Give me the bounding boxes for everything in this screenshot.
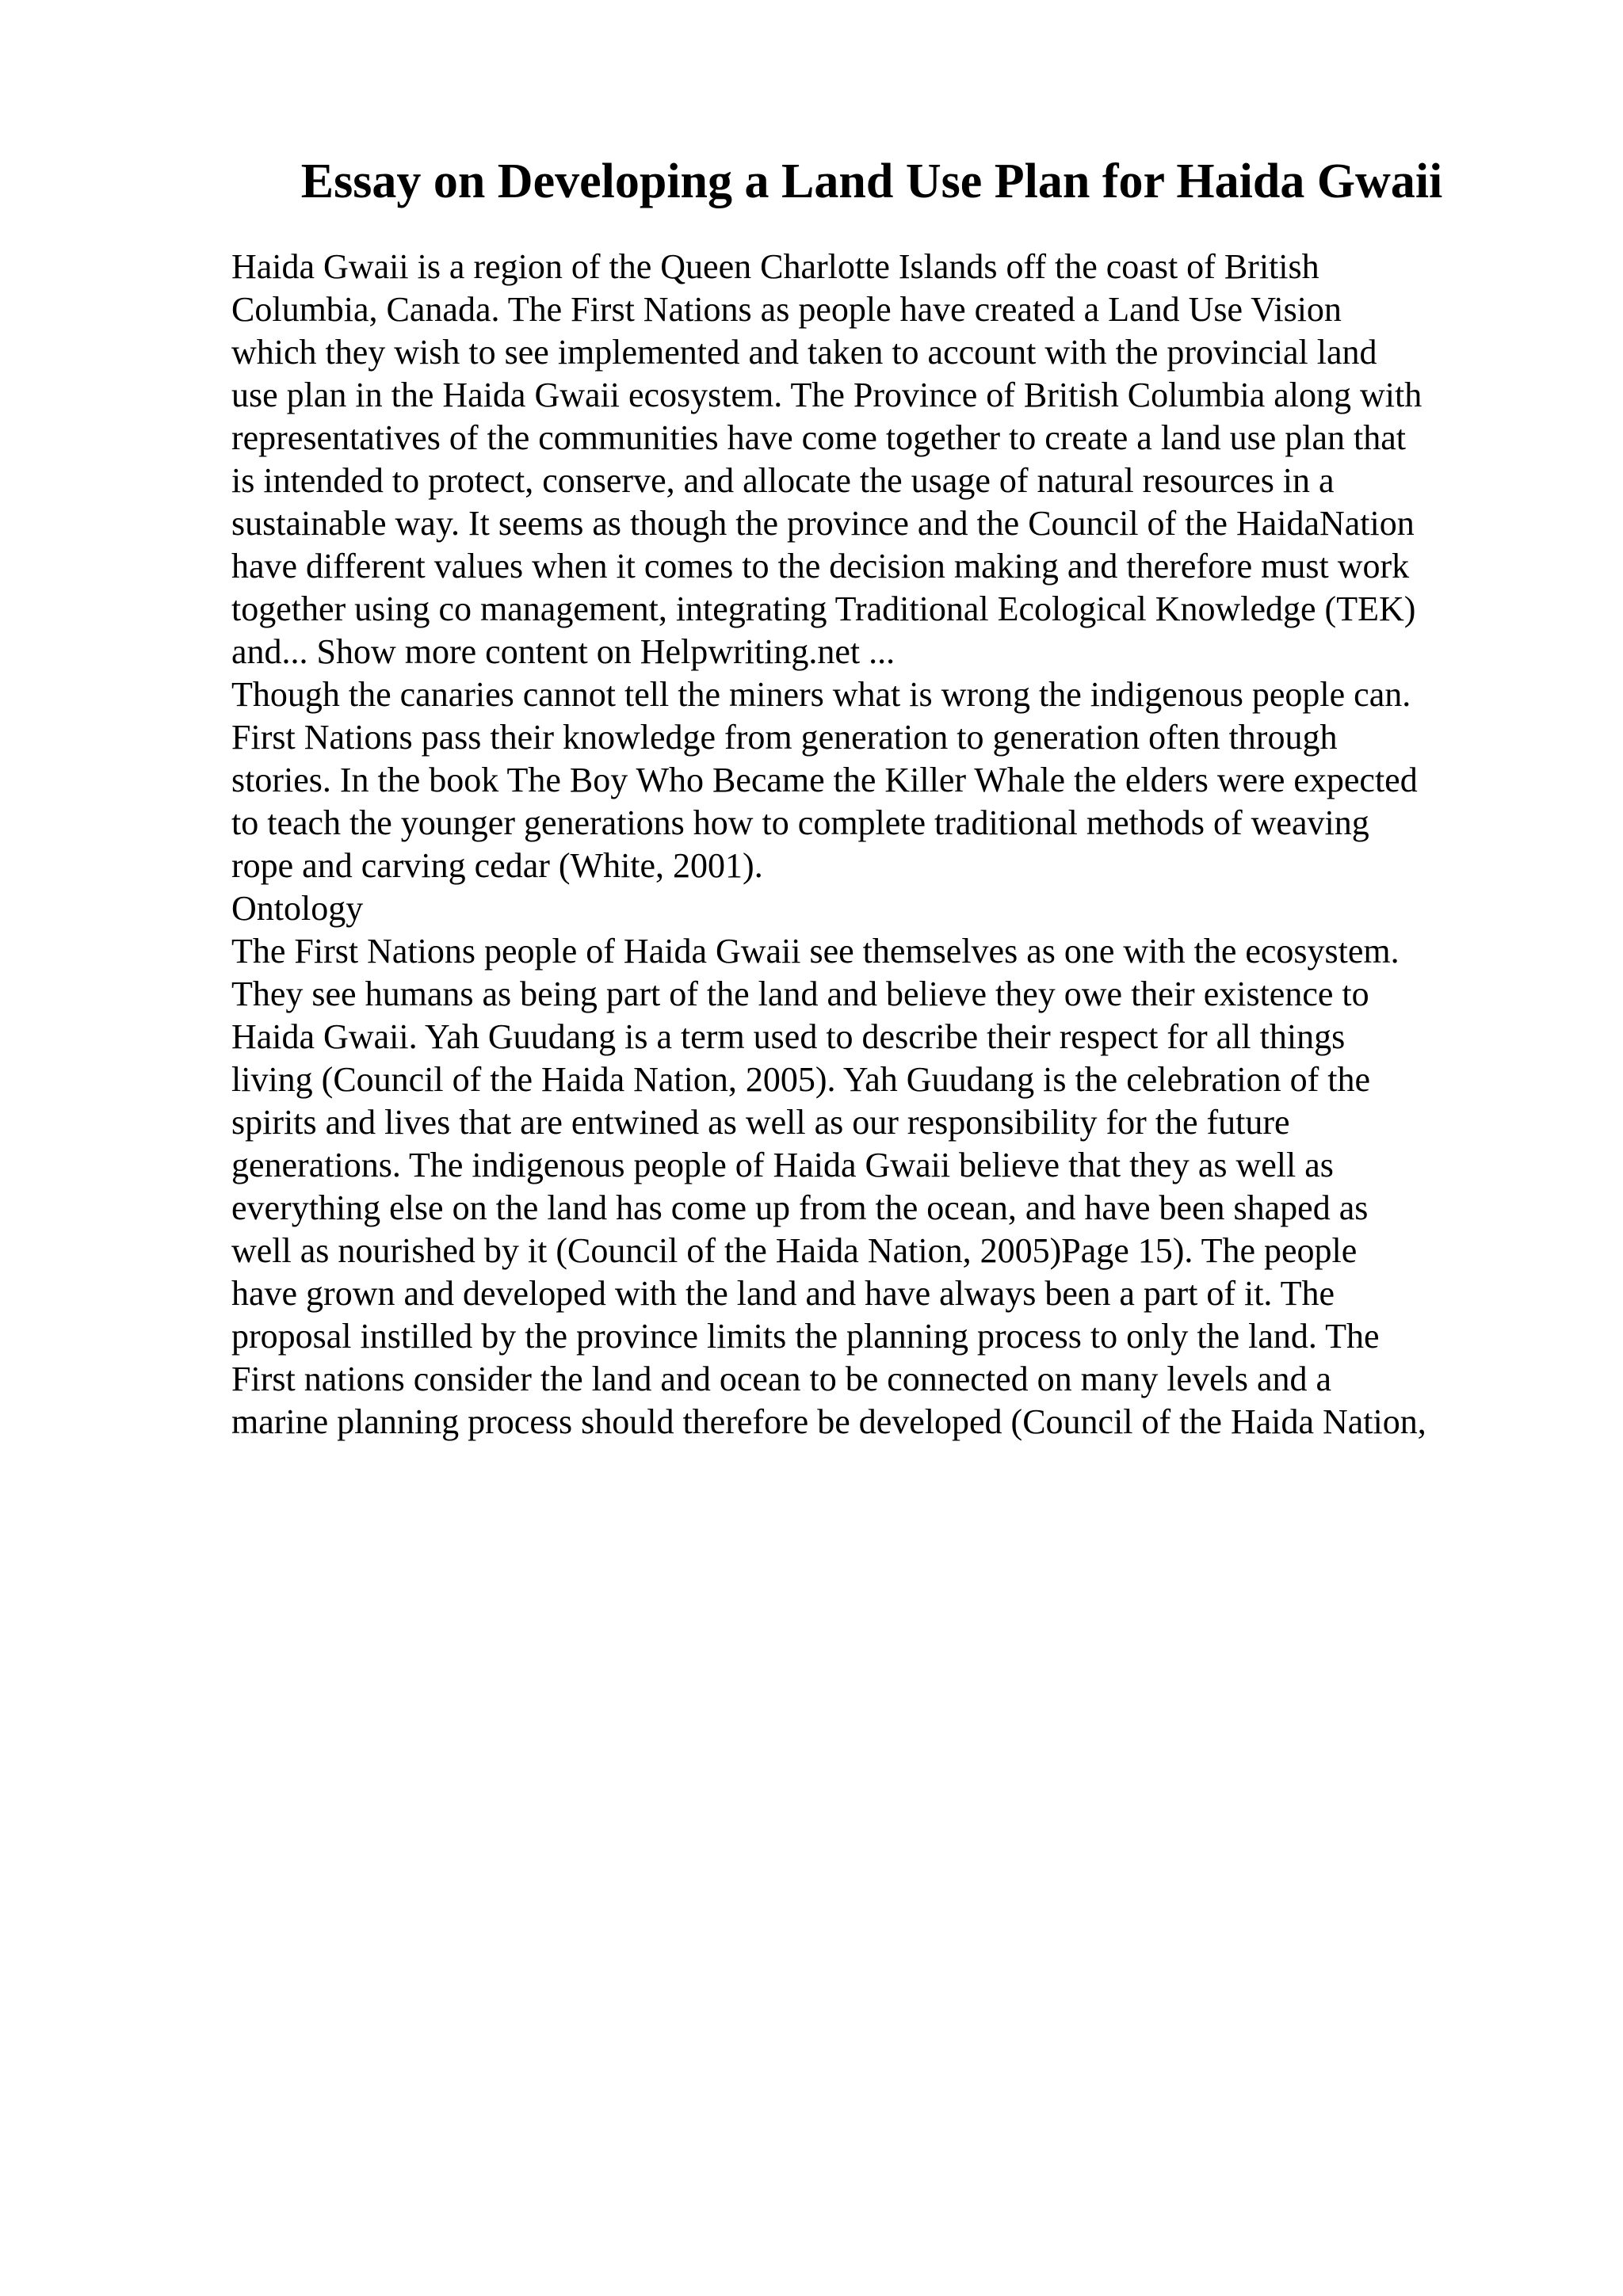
body-line: spirits and lives that are entwined as well as our responsibility for the future [231,1103,1290,1142]
body-line: to teach the younger generations how to complete traditional methods of weaving [231,803,1369,842]
body-line: everything else on the land has come up from the ocean, and have been shaped as [231,1188,1369,1227]
body-line: Though the canaries cannot tell the miners what is wrong the indigenous people can. [231,675,1411,714]
body-line: First nations consider the land and ocean to be connected on many levels and a [231,1360,1332,1398]
section-heading-ontology: Ontology [231,889,364,928]
body-line: which they wish to see implemented and taken to account with the provincial land [231,333,1377,372]
body-line: sustainable way. It seems as though the province and the Council of the HaidaNation [231,504,1415,543]
body-line: rope and carving cedar (White, 2001). [231,846,763,885]
body-line: have different values when it comes to the decision making and therefore must work [231,547,1410,585]
body-line: Haida Gwaii. Yah Guudang is a term used to describe their respect for all things [231,1017,1346,1056]
body-line: representatives of the communities have come together to create a land use plan that [231,418,1406,457]
body-line: generations. The indigenous people of Haida Gwaii believe that they as well as [231,1146,1334,1184]
body-line: proposal instilled by the province limits the planning process to only the land. The [231,1317,1380,1356]
body-line: well as nourished by it (Council of the Haida Nation, 2005)Page 15). The people [231,1231,1358,1270]
body-line: First Nations pass their knowledge from generation to generation often through [231,718,1338,757]
body-line: The First Nations people of Haida Gwaii see themselves as one with the ecosystem. [231,932,1400,971]
document-title: Essay on Developing a Land Use Plan for Haida Gwaii [300,154,1443,208]
body-line: marine planning process should therefore be developed (Council of the Haida Nation, [231,1402,1426,1441]
body-line: have grown and developed with the land and have always been a part of it. The [231,1274,1335,1313]
body-line: Haida Gwaii is a region of the Queen Charlotte Islands off the coast of British [231,247,1319,286]
body-line: living (Council of the Haida Nation, 2005). Yah Guudang is the celebration of the [231,1060,1371,1099]
body-line: is intended to protect, conserve, and allocate the usage of natural resources in a [231,461,1335,500]
body-line: together using co management, integrating Traditional Ecological Knowledge (TEK) [231,589,1416,628]
body-line: They see humans as being part of the land and believe they owe their existence to [231,974,1369,1013]
body-line: use plan in the Haida Gwaii ecosystem. The Province of British Columbia along with [231,376,1423,414]
document-body [231,246,1531,1444]
body-line: Columbia, Canada. The First Nations as people have created a Land Use Vision [231,290,1342,329]
body-line: and... Show more content on Helpwriting.net ... [231,632,896,671]
body-line: stories. In the book The Boy Who Became the Killer Whale the elders were expected [231,761,1418,799]
